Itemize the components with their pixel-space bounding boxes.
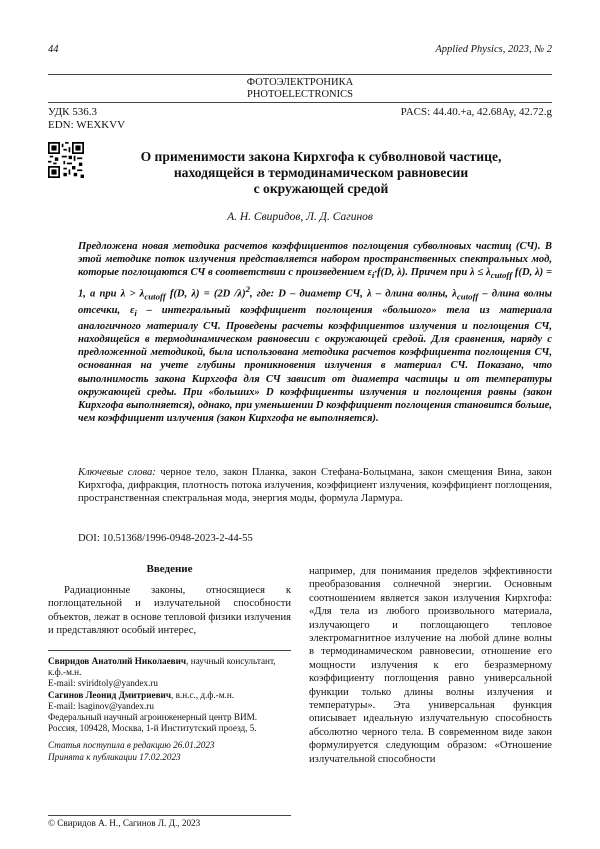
- section-ru: ФОТОЭЛЕКТРОНИКА: [246, 77, 354, 88]
- organization: Федеральный научный агроинженерный центр ВИМ.: [48, 712, 258, 723]
- section-label: [0, 77, 600, 101]
- accepted-date: Принята к публикации 17.02.2023: [48, 751, 181, 762]
- abstract-text-7: – интегральный коэффициент поглощения «большого» тела из материала аналогичного материалу СЧ. Проведены расчеты коэффициентов излучения и поглощения СЧ, находящейся в термодинамическом равновесии с окружающей средой. Для сравнения, наряду с предложенной методикой, была использована методика расчетов коэффициента поглощения СЧ, основанная на учете глубины проникновения излучения в материал СЧ. Показано, что выполнимость закона Кирхгофа для СЧ зависит от диаметра частицы и от температуры окружающей среды. При «больших» D коэффициенты излучения и поглощения равны (закон Кирхгофа выполняется), однако, при уменьшении D коэффициент поглощения становится больше, чем коэффициент излучения (закон Кирхгофа не выполняется).: [78, 304, 552, 425]
- doi: DOI: 10.51368/1996-0948-2023-2-44-55: [78, 533, 253, 544]
- intro-right-column: [309, 565, 552, 766]
- qr-code-icon: [48, 142, 84, 178]
- page-number: 44: [48, 44, 59, 55]
- abstract-sub-i: i: [371, 270, 375, 281]
- abstract-text-2: ·f(D, λ). Причем при λ ≤ λ: [374, 267, 491, 279]
- abstract-sub-cutoff-2: cutoff: [144, 291, 166, 302]
- title-line-1: О применимости закона Кирхгофа к субволновой частице,: [140, 149, 502, 164]
- intro-heading: Введение: [146, 563, 193, 575]
- address: Россия, 109428, Москва, 1-й Институтский проезд, 5.: [48, 723, 257, 734]
- udk: УДК 536.3: [48, 106, 98, 118]
- abstract-sub-cutoff-3: cutoff: [456, 291, 479, 302]
- affiliation-block: [48, 656, 293, 763]
- author2-role: , в.н.с., д.ф.-м.н.: [171, 689, 235, 700]
- journal-name: Applied Physics, 2023, № 2: [435, 44, 552, 55]
- copyright-rule: [48, 815, 291, 816]
- abstract-text-5: , где: D – диаметр СЧ, λ – длина волны, λ: [250, 288, 457, 300]
- intro-right-paragraph: например, для понимания пределов эффективности преобразования солнечной энергии. Основным соотношением является закон излучения Кирхгофа: «Для тела из любого произвольного материала, излучающего и поглощающего тепловое электромагнитное излучение на любой длине волны в термодинамическом равновесии, отношение его мощности излучения к его безразмерному коэффициенту поглощения равно универсальной функции только длины волны излучения и температуры». Эта универсальная функция описывает идеальную излучательную способность абсолютно черного тела. В современном виде закон формулируется следующим образом: «Отношение излучательной способности: [309, 566, 552, 765]
- author1-email: E-mail: sviridtoly@yandex.ru: [48, 678, 159, 689]
- abstract-sub-i-2: i: [134, 307, 137, 318]
- author2-email: E-mail: lsaginov@yandex.ru: [48, 700, 154, 711]
- abstract-text-1: Предложена новая методика расчетов коэффициентов поглощения субволновых частиц (СЧ). В этой методике поток излучения представляется набором пространственных спектральных мод, которые поглощаются СЧ в соответствии с произведением ε: [78, 241, 552, 279]
- abstract-text-6: – длина волны отсечки, ε: [78, 288, 552, 316]
- affiliation-rule: [48, 650, 291, 651]
- author1-role: , научный консультант, к.ф.-м.н.: [48, 656, 276, 678]
- received-date: Статья поступила в редакцию 26.01.2023: [48, 740, 215, 751]
- abstract-sub-cutoff-1: cutoff: [490, 270, 513, 281]
- abstract-text-4: f(D, λ) = (2D /λ): [165, 288, 246, 300]
- section-rule-top: [48, 74, 552, 75]
- section-rule-bottom: [48, 102, 552, 103]
- author1-name: Свиридов Анатолий Николаевич: [48, 656, 187, 666]
- abstract-sup-2: 2: [245, 283, 251, 294]
- udk-block: [48, 106, 125, 132]
- title-line-3: с окружающей средой: [253, 181, 389, 196]
- abstract: [78, 240, 552, 426]
- keywords-label: Ключевые слова:: [78, 467, 156, 478]
- section-en: PHOTOELECTRONICS: [247, 89, 353, 100]
- authors: А. Н. Свиридов, Л. Д. Сагинов: [227, 211, 373, 223]
- copyright: © Свиридов А. Н., Сагинов Л. Д., 2023: [48, 818, 201, 828]
- abstract-text-3: f(D, λ) = 1, а при λ > λ: [78, 267, 552, 300]
- keywords: [78, 466, 552, 506]
- author2-name: Сагинов Леонид Дмитриевич: [48, 689, 172, 700]
- intro-left-column: [48, 584, 291, 638]
- pacs: PACS: 44.40.+a, 42.68Ay, 42.72.g: [400, 106, 552, 118]
- article-title: [90, 149, 552, 197]
- title-line-2: находящейся в термодинамическом равновесии: [173, 165, 469, 180]
- keywords-text: черное тело, закон Планка, закон Стефана-Больцмана, закон смещения Вина, закон Кирхгофа, дифракция, плотность потока излучения, коэффициент излучения, коэффициент поглощения, пространственная спектральная мода, энергия моды, формула Лармура.: [78, 467, 552, 505]
- edn: EDN: WEXKVV: [48, 119, 126, 131]
- intro-left-paragraph: Радиационные законы, относящиеся к поглощательной и излучательной способности объектов, лежат в основе тепловой физики излучения и представляют особый интерес,: [48, 585, 291, 637]
